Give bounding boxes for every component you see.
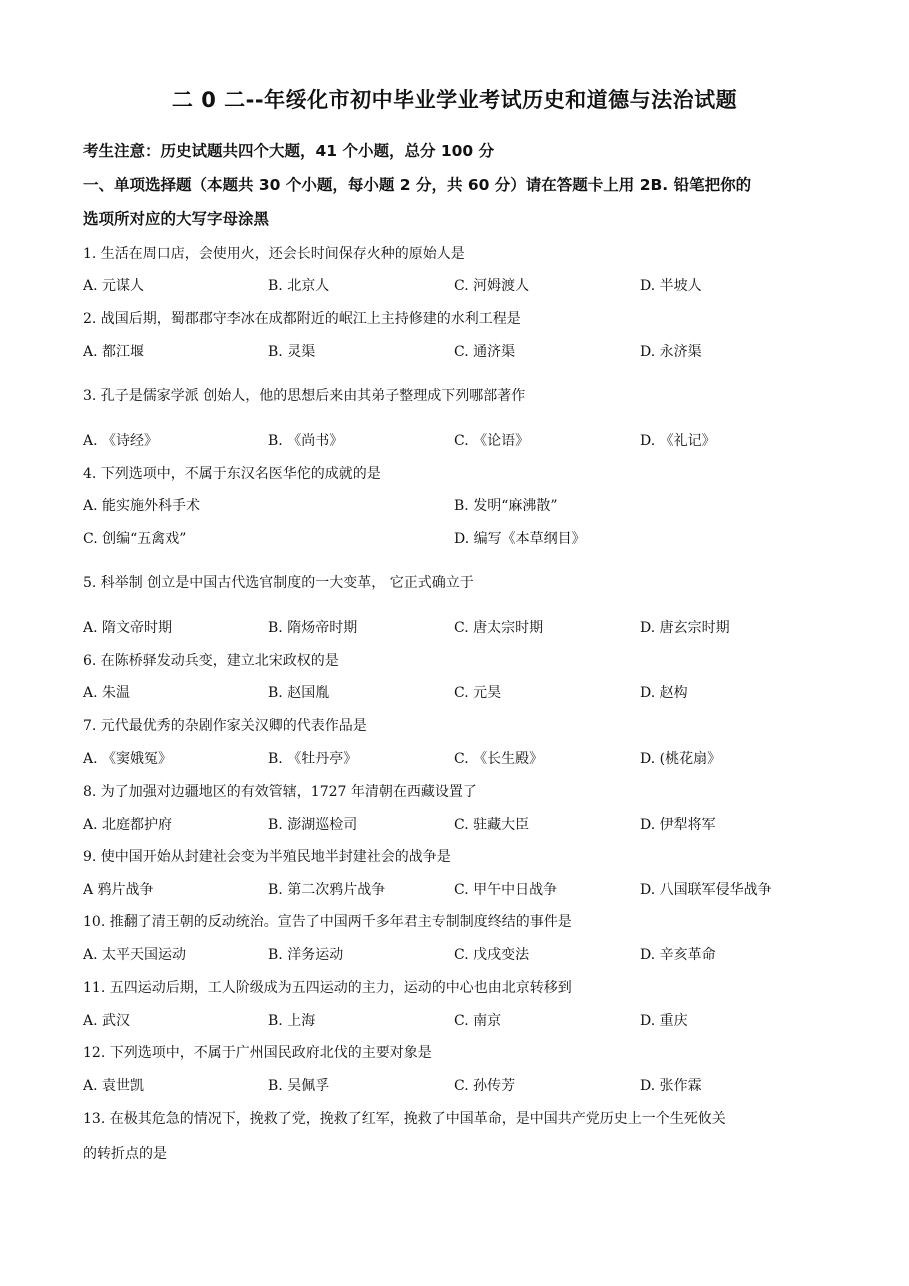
question-11-option-d: D. 重庆 [640, 1013, 688, 1029]
question-4-stem: 4. 下列选项中，不属于东汉名医华佗的成就的是 [83, 466, 381, 482]
question-4-option-c: C. 创编“五禽戏” [83, 531, 187, 547]
question-3-stem: 3. 孔子是儒家学派 创始人，他的思想后来由其弟子整理成下列哪部著作 [83, 388, 526, 404]
question-12-option-d: D. 张作霖 [640, 1078, 702, 1094]
question-8-option-d: D. 伊犁将军 [640, 817, 716, 833]
question-3-option-c: C. 《论语》 [454, 433, 530, 449]
question-3-option-d: D. 《礼记》 [640, 433, 716, 449]
question-9-stem: 9. 使中国开始从封建社会变为半殖民地半封建社会的战争是 [83, 849, 451, 865]
question-10-option-b: B. 洋务运动 [268, 947, 344, 963]
question-12-option-b: B. 吴佩孚 [268, 1078, 330, 1094]
exam-notice: 考生注意：历史试题共四个大题，41 个小题，总分 100 分 [83, 142, 495, 160]
question-1-stem: 1. 生活在周口店，会使用火，还会长时间保存火种的原始人是 [83, 246, 465, 262]
question-7-option-d: D. (桃花扇》 [640, 751, 722, 767]
question-10-option-c: C. 戊戌变法 [454, 947, 530, 963]
question-4-option-d: D. 编写《本草纲目》 [454, 531, 586, 547]
question-5-option-c: C. 唐太宗时期 [454, 620, 544, 636]
question-12-option-a: A. 袁世凯 [83, 1078, 145, 1094]
exam-title: 二 0 二--年绥化市初中毕业学业考试历史和道德与法治试题 [171, 88, 738, 112]
question-4-option-b: B. 发明“麻沸散” [454, 498, 558, 514]
question-9-option-b: B. 第二次鸦片战争 [268, 882, 386, 898]
question-1-option-d: D. 半坡人 [640, 278, 702, 294]
question-5-stem: 5. 科举制 创立是中国古代选官制度的一大变革， 它正式确立于 [83, 575, 474, 591]
section-heading-line2: 选项所对应的大写字母涂黑 [83, 210, 270, 228]
question-2-stem: 2. 战国后期，蜀郡郡守李冰在成都附近的岷江上主持修建的水利工程是 [83, 311, 521, 327]
question-7-stem: 7. 元代最优秀的杂剧作家关汉卿的代表作品是 [83, 718, 367, 734]
question-9-option-c: C. 甲午中日战争 [454, 882, 558, 898]
question-5-option-b: B. 隋炀帝时期 [268, 620, 358, 636]
question-3-option-a: A. 《诗经》 [83, 433, 159, 449]
question-7-option-b: B. 《牡丹亭》 [268, 751, 358, 767]
question-1-option-b: B. 北京人 [268, 278, 330, 294]
question-1-option-a: A. 元谋人 [83, 278, 145, 294]
question-2-option-c: C. 通济渠 [454, 344, 516, 360]
question-6-option-d: D. 赵构 [640, 685, 688, 701]
section-heading-line1: 一、单项选择题（本题共 30 个小题，每小题 2 分，共 60 分）请在答题卡上用 2B. 铅笔把你的 [83, 176, 752, 194]
question-8-option-c: C. 驻藏大臣 [454, 817, 530, 833]
question-9-option-d: D. 八国联军侵华战争 [640, 882, 772, 898]
question-13-stem: 13. 在极其危急的情况下，挽救了党，挽救了红军，挽救了中国革命，是中国共产党历史上一个生死攸关 [83, 1111, 726, 1127]
question-8-option-a: A. 北庭都护府 [83, 817, 173, 833]
question-3-option-b: B. 《尚书》 [268, 433, 344, 449]
question-6-option-c: C. 元昊 [454, 685, 502, 701]
question-13-stem-continued: 的转折点的是 [83, 1146, 167, 1162]
question-6-option-a: A. 朱温 [83, 685, 131, 701]
question-7-option-a: A. 《窦娥冤》 [83, 751, 173, 767]
question-9-option-a: A 鸦片战争 [83, 882, 154, 898]
question-2-option-a: A. 都江堰 [83, 344, 145, 360]
question-12-option-c: C. 孙传芳 [454, 1078, 516, 1094]
question-8-stem: 8. 为了加强对边疆地区的有效管辖，1727 年清朝在西藏设置了 [83, 784, 477, 800]
question-5-option-a: A. 隋文帝时期 [83, 620, 173, 636]
question-12-stem: 12. 下列选项中，不属于广州国民政府北伐的主要对象是 [83, 1045, 432, 1061]
question-11-option-a: A. 武汉 [83, 1013, 131, 1029]
question-10-option-a: A. 太平天国运动 [83, 947, 187, 963]
question-5-option-d: D. 唐玄宗时期 [640, 620, 730, 636]
question-11-option-c: C. 南京 [454, 1013, 502, 1029]
question-10-option-d: D. 辛亥革命 [640, 947, 716, 963]
question-10-stem: 10. 推翻了清王朝的反动统治。宣告了中国两千多年君主专制制度终结的事件是 [83, 914, 572, 930]
question-11-stem: 11. 五四运动后期，工人阶级成为五四运动的主力，运动的中心也由北京转移到 [83, 980, 572, 996]
question-6-stem: 6. 在陈桥驿发动兵变，建立北宋政权的是 [83, 653, 339, 669]
question-8-option-b: B. 澎湖巡检司 [268, 817, 358, 833]
question-2-option-b: B. 灵渠 [268, 344, 316, 360]
question-6-option-b: B. 赵国胤 [268, 685, 330, 701]
question-1-option-c: C. 河姆渡人 [454, 278, 530, 294]
question-2-option-d: D. 永济渠 [640, 344, 702, 360]
question-7-option-c: C. 《长生殿》 [454, 751, 544, 767]
question-4-option-a: A. 能实施外科手术 [83, 498, 201, 514]
question-11-option-b: B. 上海 [268, 1013, 316, 1029]
